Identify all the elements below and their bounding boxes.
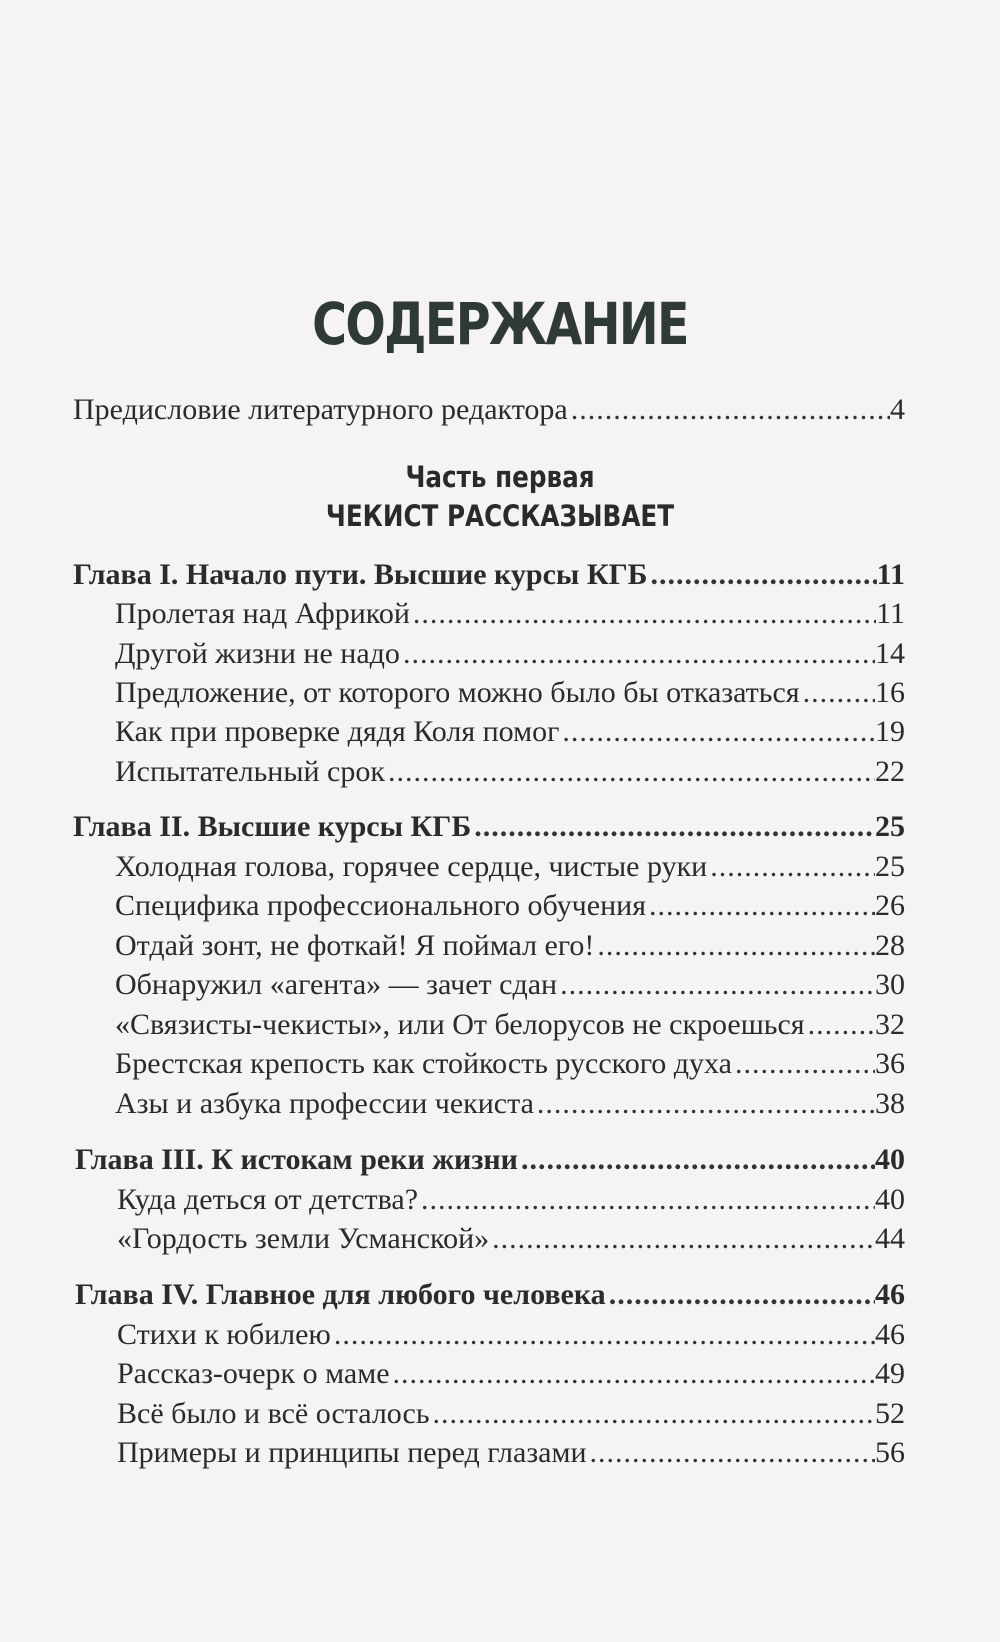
leader-dots — [410, 595, 876, 633]
page-number: 32 — [875, 1008, 905, 1041]
leader-dots — [594, 927, 875, 965]
chapter-label: Глава IV. Главное для любого человека — [75, 1278, 606, 1311]
section-label: Всё было и всё осталось — [117, 1397, 430, 1430]
leader-dots — [430, 1395, 875, 1433]
toc-section[interactable] — [115, 753, 905, 791]
page-number: 19 — [875, 715, 905, 748]
section-label: Отдай зонт, не фоткай! Я поймал его! — [115, 929, 595, 962]
leader-dots — [606, 1276, 875, 1314]
page-number: 14 — [875, 637, 905, 670]
section-label: Холодная голова, горячее сердце, чистые руки — [115, 850, 708, 883]
section-label: Как при проверке дядя Коля помог — [115, 715, 560, 748]
toc-section[interactable] — [115, 674, 905, 712]
toc-section[interactable] — [115, 966, 905, 1004]
section-label: Предложение, от которого можно было бы отказаться — [115, 676, 800, 709]
toc-entry-label: Предисловие литературного редактора — [73, 393, 568, 426]
page-number: 46 — [875, 1278, 905, 1311]
leader-dots — [805, 1006, 875, 1044]
leader-dots — [400, 635, 875, 673]
page-number: 40 — [875, 1143, 905, 1176]
page-number: 4 — [890, 393, 905, 426]
section-label: Другой жизни не надо — [115, 637, 400, 670]
page-number: 36 — [875, 1047, 905, 1080]
leader-dots — [587, 1434, 875, 1472]
toc-chapter-4[interactable] — [75, 1276, 905, 1314]
chapter-label: Глава I. Начало пути. Высшие курсы КГБ — [73, 558, 648, 591]
toc-section[interactable] — [115, 887, 905, 925]
toc-section[interactable] — [117, 1316, 905, 1354]
toc-chapter-1[interactable] — [73, 556, 905, 594]
page-number: 11 — [876, 597, 905, 630]
leader-dots — [471, 808, 875, 846]
toc-section[interactable] — [117, 1395, 905, 1433]
toc-section[interactable] — [115, 635, 905, 673]
section-label: Рассказ-очерк о маме — [117, 1357, 390, 1390]
leader-dots — [489, 1220, 875, 1258]
section-label: «Гордость земли Усманской» — [117, 1222, 490, 1255]
page-number: 30 — [875, 968, 905, 1001]
page-number: 40 — [875, 1183, 905, 1216]
page-number: 38 — [875, 1087, 905, 1120]
toc-section[interactable] — [117, 1220, 905, 1258]
page-number: 16 — [875, 676, 905, 709]
page-number: 11 — [876, 558, 905, 591]
section-label: Пролетая над Африкой — [115, 597, 410, 630]
leader-dots — [559, 713, 875, 751]
page-title: СОДЕРЖАНИЕ — [312, 290, 688, 358]
toc-section[interactable] — [117, 1355, 905, 1393]
page-number: 56 — [875, 1436, 905, 1469]
section-label: «Связисты-чекисты», или От белорусов не скроешься — [115, 1008, 805, 1041]
section-label: Специфика профессионального обучения — [115, 889, 646, 922]
part-label: Часть первая — [405, 460, 595, 494]
section-label: Брестская крепость как стойкость русского духа — [115, 1047, 732, 1080]
page-number: 22 — [875, 755, 905, 788]
toc-section[interactable] — [115, 1085, 905, 1123]
toc-chapter-3[interactable] — [75, 1141, 905, 1179]
page-number: 44 — [875, 1222, 905, 1255]
leader-dots — [648, 556, 877, 594]
leader-dots — [534, 1085, 875, 1123]
toc-section[interactable] — [117, 1181, 905, 1219]
toc-section[interactable] — [115, 927, 905, 965]
leader-dots — [390, 1355, 875, 1393]
leader-dots — [800, 674, 875, 712]
toc-section[interactable] — [115, 713, 905, 751]
toc-chapter-2[interactable] — [73, 808, 905, 846]
chapter-label: Глава II. Высшие курсы КГБ — [73, 810, 472, 843]
page-number: 25 — [875, 810, 905, 843]
section-label: Куда деться от детства? — [117, 1183, 419, 1216]
leader-dots — [518, 1141, 875, 1179]
section-label: Примеры и принципы перед глазами — [117, 1436, 587, 1469]
page-number: 28 — [875, 929, 905, 962]
page-number: 26 — [875, 889, 905, 922]
toc-section[interactable] — [115, 1006, 905, 1044]
page-number: 49 — [875, 1357, 905, 1390]
toc-section[interactable] — [117, 1434, 905, 1472]
leader-dots — [418, 1181, 875, 1219]
part-title: ЧЕКИСТ РАССКАЗЫВАЕТ — [325, 499, 675, 533]
chapter-label: Глава III. К истокам реки жизни — [75, 1143, 518, 1176]
section-label: Обнаружил «агента» — зачет сдан — [115, 968, 558, 1001]
leader-dots — [732, 1045, 875, 1083]
leader-dots — [646, 887, 875, 925]
page-number: 46 — [875, 1318, 905, 1351]
section-label: Стихи к юбилею — [117, 1318, 331, 1351]
leader-dots — [557, 966, 875, 1004]
page-number: 25 — [875, 850, 905, 883]
toc-section[interactable] — [115, 595, 905, 633]
section-label: Испытательный срок — [115, 755, 385, 788]
leader-dots — [707, 848, 875, 886]
toc-section[interactable] — [115, 1045, 905, 1083]
section-label: Азы и азбука профессии чекиста — [115, 1087, 534, 1120]
leader-dots — [385, 753, 875, 791]
page-number: 52 — [875, 1397, 905, 1430]
leader-dots — [331, 1316, 875, 1354]
toc-entry-preface[interactable] — [73, 391, 905, 429]
toc-section[interactable] — [115, 848, 905, 886]
leader-dots — [568, 391, 890, 429]
